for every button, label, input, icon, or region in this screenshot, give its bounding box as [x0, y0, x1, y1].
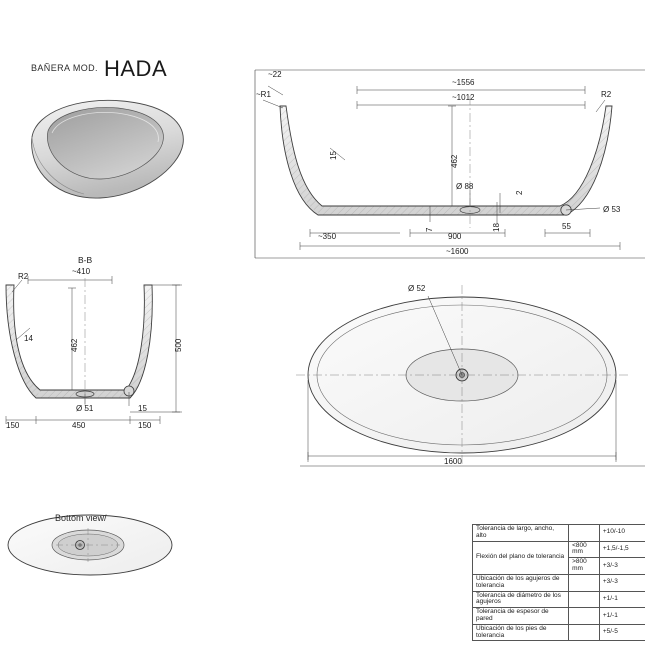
dim-section-right-offset: 55 — [562, 222, 571, 231]
drawing-brand-label: BAÑERA MOD. — [31, 63, 98, 73]
isometric-tub-view — [32, 100, 184, 198]
tolerance-label: Tolerancia de largo, ancho, alto — [473, 525, 569, 542]
tolerance-range: >800 mm — [569, 558, 600, 575]
bottom-view-label: Bottom view/ — [55, 513, 107, 523]
dim-bb-base: 450 — [72, 421, 86, 430]
dim-section-inner-top: ~1012 — [452, 93, 475, 102]
dim-bb-drain: Ø 51 — [76, 404, 94, 413]
dim-bb-width-top: ~410 — [72, 267, 91, 276]
dim-bb-inner-height: 462 — [70, 338, 79, 352]
dim-section-foot-left: ~350 — [318, 232, 337, 241]
tolerance-value: +1,5/-1,5 — [599, 541, 645, 558]
dim-bb-wall-left: 14 — [24, 334, 33, 343]
tolerance-range — [569, 608, 600, 625]
dim-bb-radius-left: R2 — [18, 272, 29, 281]
table-row — [473, 541, 645, 558]
table-row — [473, 574, 645, 591]
dim-plan-overall-length: 1600 — [444, 457, 462, 466]
dim-plan-drain-diameter: Ø 52 — [408, 284, 426, 293]
tolerance-value: +3/-3 — [599, 574, 645, 591]
tolerance-value: +10/-10 — [599, 525, 645, 542]
dim-section-inner-height: 462 — [450, 154, 459, 168]
tolerance-table — [472, 524, 645, 641]
dim-section-overall-top: ~1556 — [452, 78, 475, 87]
dim-bb-label: B-B — [78, 255, 93, 265]
tolerance-label: Tolerancia de diámetro de los agujeros — [473, 591, 569, 608]
tolerance-range — [569, 574, 600, 591]
tolerance-value: +3/-3 — [599, 558, 645, 575]
dim-bb-total-height: 500 — [174, 338, 183, 352]
dim-section-drain-height: 18 — [492, 223, 501, 232]
dim-section-overall-bottom: ~1600 — [446, 247, 469, 256]
bottom-view — [8, 515, 172, 575]
dim-section-radius-right: R2 — [601, 90, 612, 99]
dim-section-top-small: ~22 — [268, 70, 282, 79]
table-row — [473, 608, 645, 625]
section-bb-view — [6, 276, 182, 424]
tolerance-value: +1/-1 — [599, 608, 645, 625]
tolerance-range — [569, 525, 600, 542]
drawing-model-label: HADA — [104, 56, 168, 81]
dim-section-base-small: 7 — [425, 227, 434, 232]
dim-bb-foot-left: 150 — [6, 421, 20, 430]
dim-bb-gap-right: 15 — [138, 404, 147, 413]
plan-view — [296, 285, 645, 466]
tolerance-range — [569, 624, 600, 641]
tolerance-value: +5/-5 — [599, 624, 645, 641]
table-row — [473, 591, 645, 608]
dim-section-base-flat: 900 — [448, 232, 462, 241]
tolerance-value: +1/-1 — [599, 591, 645, 608]
table-row — [473, 624, 645, 641]
dim-section-drain-small-height: 2 — [515, 190, 524, 195]
tolerance-label: Tolerancia de espesor de pared — [473, 608, 569, 625]
tolerance-label: Ubicación de los pies de tolerancia — [473, 624, 569, 641]
table-row — [473, 525, 645, 542]
tolerance-label: Flexión del plano de tolerancia — [473, 541, 569, 574]
dim-section-wall-thickness: 15 — [329, 151, 338, 160]
tolerance-table-body — [473, 525, 645, 641]
dim-section-right-hole: Ø 53 — [603, 205, 621, 214]
dim-section-drain-diameter: Ø 88 — [456, 182, 474, 191]
tolerance-range: <800 mm — [569, 541, 600, 558]
tolerance-label: Ubicación de los agujeros de tolerancia — [473, 574, 569, 591]
dim-bb-foot-right: 150 — [138, 421, 152, 430]
tolerance-range — [569, 591, 600, 608]
dim-section-radius-left: ~R1 — [256, 90, 271, 99]
